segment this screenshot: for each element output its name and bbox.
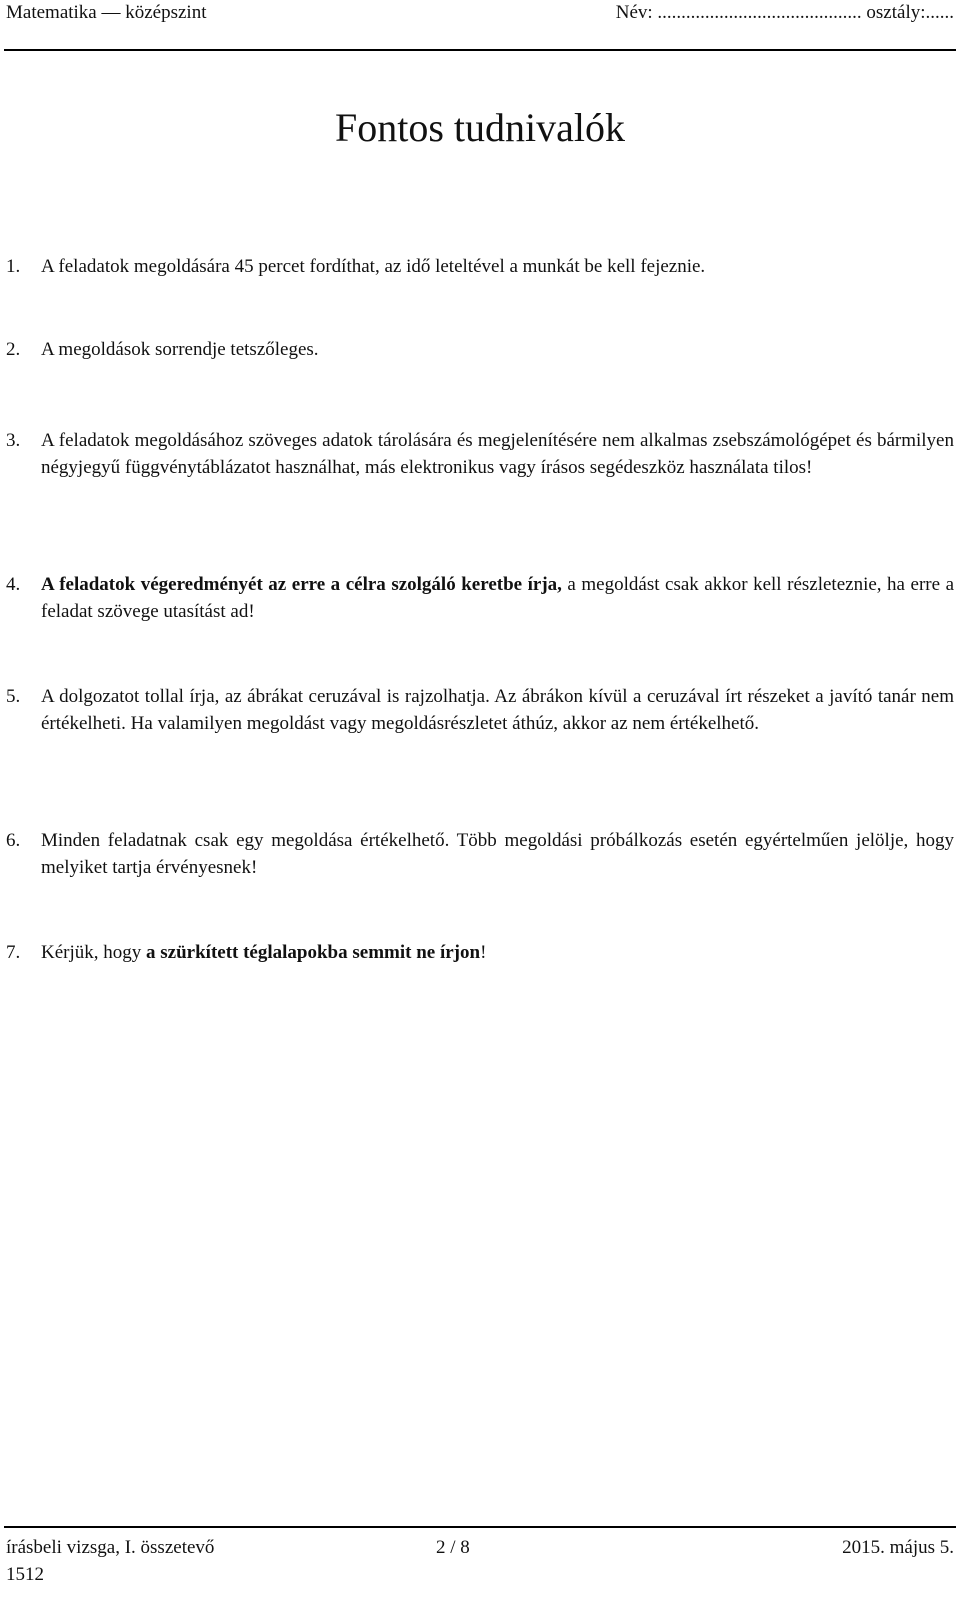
item-text: Minden feladatnak csak egy megoldása értékelhető. Több megoldási próbálkozás esetén egyértelműen jelölje, hogy melyiket tartja érvényesnek! xyxy=(41,830,954,878)
item-number: 6. xyxy=(6,830,21,851)
header-divider xyxy=(4,49,956,51)
instruction-item-4 xyxy=(6,571,954,625)
instruction-item-5 xyxy=(6,683,954,737)
item-bold-text: a szürkített téglalapokba semmit ne írjon xyxy=(146,942,481,963)
exam-date: 2015. május 5. xyxy=(842,1537,954,1558)
exam-component: írásbeli vizsga, I. összetevő xyxy=(6,1537,215,1558)
item-pre-text: Kérjük, hogy xyxy=(41,942,147,963)
instruction-item-2 xyxy=(6,336,954,363)
instruction-item-3 xyxy=(6,427,954,481)
item-text: A dolgozatot tollal írja, az ábrákat ceruzával is rajzolhatja. Az ábrákon kívül a ceruzával írt részeket a javító tanár nem értékelheti. Ha valamilyen megoldást vagy megoldásrészletet áthúz, akkor az nem értékelhető. xyxy=(41,686,954,734)
item-rest-text: a megoldást csak akkor kell részleteznie, ha erre a feladat szövege utasítást ad! xyxy=(41,574,954,622)
page-number: 2 / 8 xyxy=(436,1537,470,1558)
item-number: 4. xyxy=(6,574,21,595)
item-number: 3. xyxy=(6,430,21,451)
exam-code: 1512 xyxy=(6,1564,44,1585)
item-number: 2. xyxy=(6,339,21,360)
item-text: A megoldások sorrendje tetszőleges. xyxy=(41,339,319,360)
item-rest-text: ! xyxy=(480,942,487,963)
item-number: 5. xyxy=(6,686,21,707)
item-number: 1. xyxy=(6,256,21,277)
item-number: 7. xyxy=(6,942,21,963)
instruction-item-7 xyxy=(6,939,954,966)
item-text xyxy=(41,571,954,625)
name-class-field: Név: ........................................... osztály:...... xyxy=(615,2,954,23)
item-text xyxy=(41,939,954,966)
footer-divider xyxy=(4,1526,956,1528)
page-header xyxy=(6,0,954,30)
item-bold-text: A feladatok végeredményét az erre a célra szolgáló keretbe írja, xyxy=(41,574,562,595)
item-text: A feladatok megoldására 45 percet fordíthat, az idő leteltével a munkát be kell fejeznie. xyxy=(41,256,706,277)
item-text: A feladatok megoldásához szöveges adatok tárolására és megjelenítésére nem alkalmas zsebszámológépet és bármilyen négyjegyű függvénytáblázatot használhat, más elektronikus vagy írásos segédeszköz használata tilos! xyxy=(41,430,954,478)
instruction-item-1 xyxy=(6,253,954,280)
subject-level: Matematika — középszint xyxy=(6,2,207,23)
instruction-item-6 xyxy=(6,827,954,881)
page-title: Fontos tudnivalók xyxy=(334,105,626,150)
